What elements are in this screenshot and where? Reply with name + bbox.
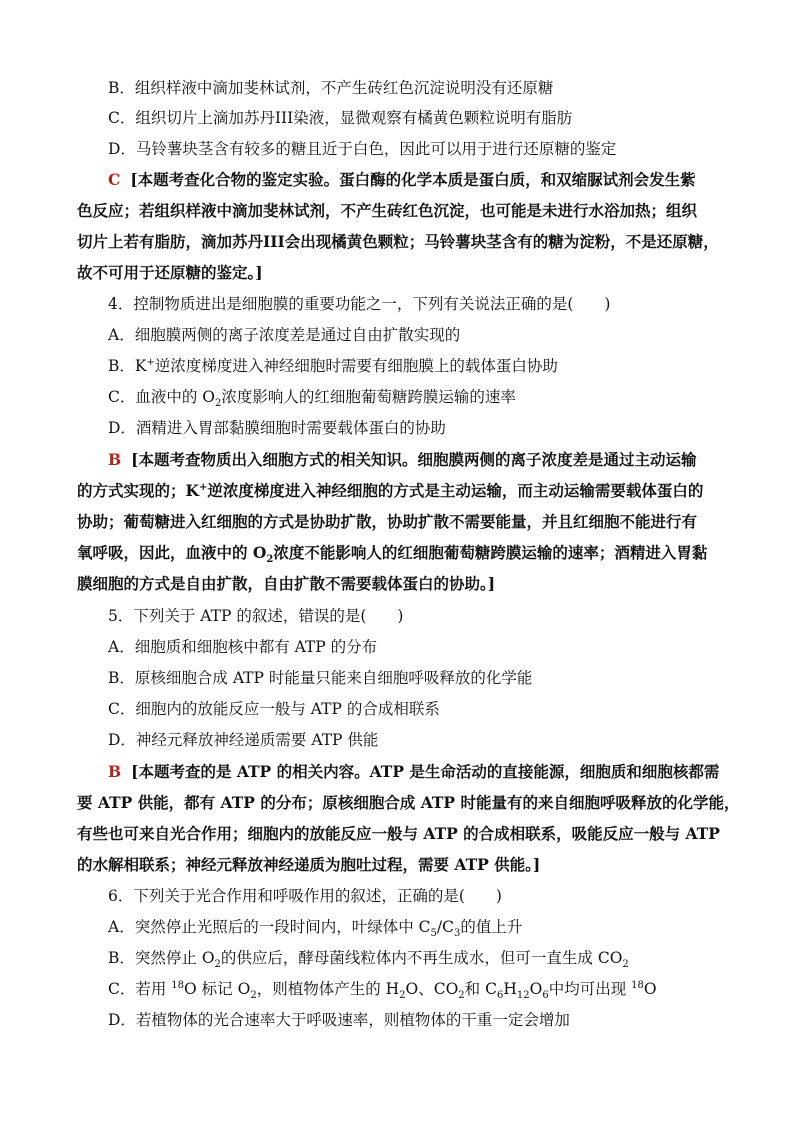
q5-answer-line-1: B [本题考查的是 ATP 的相关内容。ATP 是生命活动的直接能源，细胞质和细胞核都需 <box>108 762 720 781</box>
q3-option-b: B．组织样液中滴加斐林试剂，不产生砖红色沉淀说明没有还原糖 <box>108 79 554 97</box>
q3-answer-text-1: [本题考查化合物的鉴定实验。蛋白酶的化学本质是蛋白质，和双缩脲试剂会发生紫 <box>130 170 696 189</box>
q5-answer-letter: B <box>108 762 122 781</box>
q3-answer-line-1 <box>108 170 696 190</box>
q4-answer-line-2: 的方式实现的；K+逆浓度梯度进入神经细胞的方式是主动运输，而主动运输需要载体蛋白的 <box>77 481 704 500</box>
q6-stem: 6．下列关于光合作用和呼吸作用的叙述，正确的是( ) <box>108 887 502 905</box>
q3-option-c: C．组织切片上滴加苏丹III染液，显微观察有橘黄色颗粒说明有脂肪 <box>108 109 573 127</box>
q5-answer-line-4: 的水解相联系；神经元释放神经递质为胞吐过程，需要 ATP 供能。] <box>77 855 541 874</box>
q6-option-d: D．若植物体的光合速率大于呼吸速率，则植物体的干重一定会增加 <box>108 1011 570 1029</box>
q3-answer-letter: C <box>108 170 121 189</box>
q4-answer-line-5: 膜细胞的方式是自由扩散，自由扩散不需要载体蛋白的协助。] <box>77 574 496 593</box>
q5-answer-line-2: 要 ATP 供能，都有 ATP 的分布；原核细胞合成 ATP 时能量有的来自细胞呼吸释放的化学能， <box>77 793 740 812</box>
q4-option-b: B．K+逆浓度梯度进入神经细胞时需要有细胞膜上的载体蛋白协助 <box>108 356 558 375</box>
q4-option-a: A．细胞膜两侧的离子浓度差是通过自由扩散实现的 <box>108 326 461 344</box>
q6-option-c: C．若用 $^{18}$O 标记 $O_2$，则植物体产生的 $H_2O$、$CO_2$和 $C_6H_{12}O_6$中均可出现 $^{18}$O <box>108 979 657 1002</box>
q6-option-a: A．突然停止光照后的一段时间内，叶绿体中 $C_5/C_3$的值上升 <box>108 918 523 940</box>
q5-option-d: D．神经元释放神经递质需要 ATP 供能 <box>108 731 379 749</box>
q3-answer-line-2: 色反应；若组织样液中滴加斐林试剂，不产生砖红色沉淀，也可能是未进行水浴加热；组织 <box>77 201 698 220</box>
q5-stem: 5．下列关于 ATP 的叙述，错误的是( ) <box>108 607 404 625</box>
q3-option-d: D．马铃薯块茎含有较多的糖且近于白色，因此可以用于进行还原糖的鉴定 <box>108 140 617 158</box>
q4-answer-line-3: 协助；葡萄糖进入红细胞的方式是协助扩散，协助扩散不需要能量，并且红细胞不能进行有 <box>77 512 698 531</box>
q5-option-c: C．细胞内的放能反应一般与 ATP 的合成相联系 <box>108 700 440 718</box>
q4-option-c: C．血液中的 $O_2$浓度影响人的红细胞葡萄糖跨膜运输的速率 <box>108 388 516 410</box>
q3-answer-line-3: 切片上若有脂肪，滴加苏丹III会出现橘黄色颗粒；马铃薯块茎含有的糖为淀粉，不是还原糖， <box>77 232 719 251</box>
q4-answer-line-4: 氧呼吸，因此，血液中的 $O_2$浓度不能影响人的红细胞葡萄糖跨膜运输的速率；酒精进入胃黏 <box>77 543 708 566</box>
q4-option-d: D．酒精进入胃部黏膜细胞时需要载体蛋白的协助 <box>108 419 446 437</box>
q4-stem: 4．控制物质进出是细胞膜的重要功能之一，下列有关说法正确的是( ) <box>108 295 611 313</box>
q6-option-b: B．突然停止 $O_2$的供应后，酵母菌线粒体内不再生成水，但可一直生成 $CO_2$ <box>108 949 629 971</box>
q4-answer-letter: B <box>108 450 122 469</box>
q3-answer-line-4: 故不可用于还原糖的鉴定。] <box>77 263 263 282</box>
q5-answer-line-3: 有些也可来自光合作用；细胞内的放能反应一般与 ATP 的合成相联系，吸能反应一般与 ATP <box>77 824 720 843</box>
q4-answer-line-1: B [本题考查物质出入细胞方式的相关知识。细胞膜两侧的离子浓度差是通过主动运输 <box>108 450 697 469</box>
q5-option-b: B．原核细胞合成 ATP 时能量只能来自细胞呼吸释放的化学能 <box>108 669 533 687</box>
q5-option-a: A．细胞质和细胞核中都有 ATP 的分布 <box>108 638 378 656</box>
